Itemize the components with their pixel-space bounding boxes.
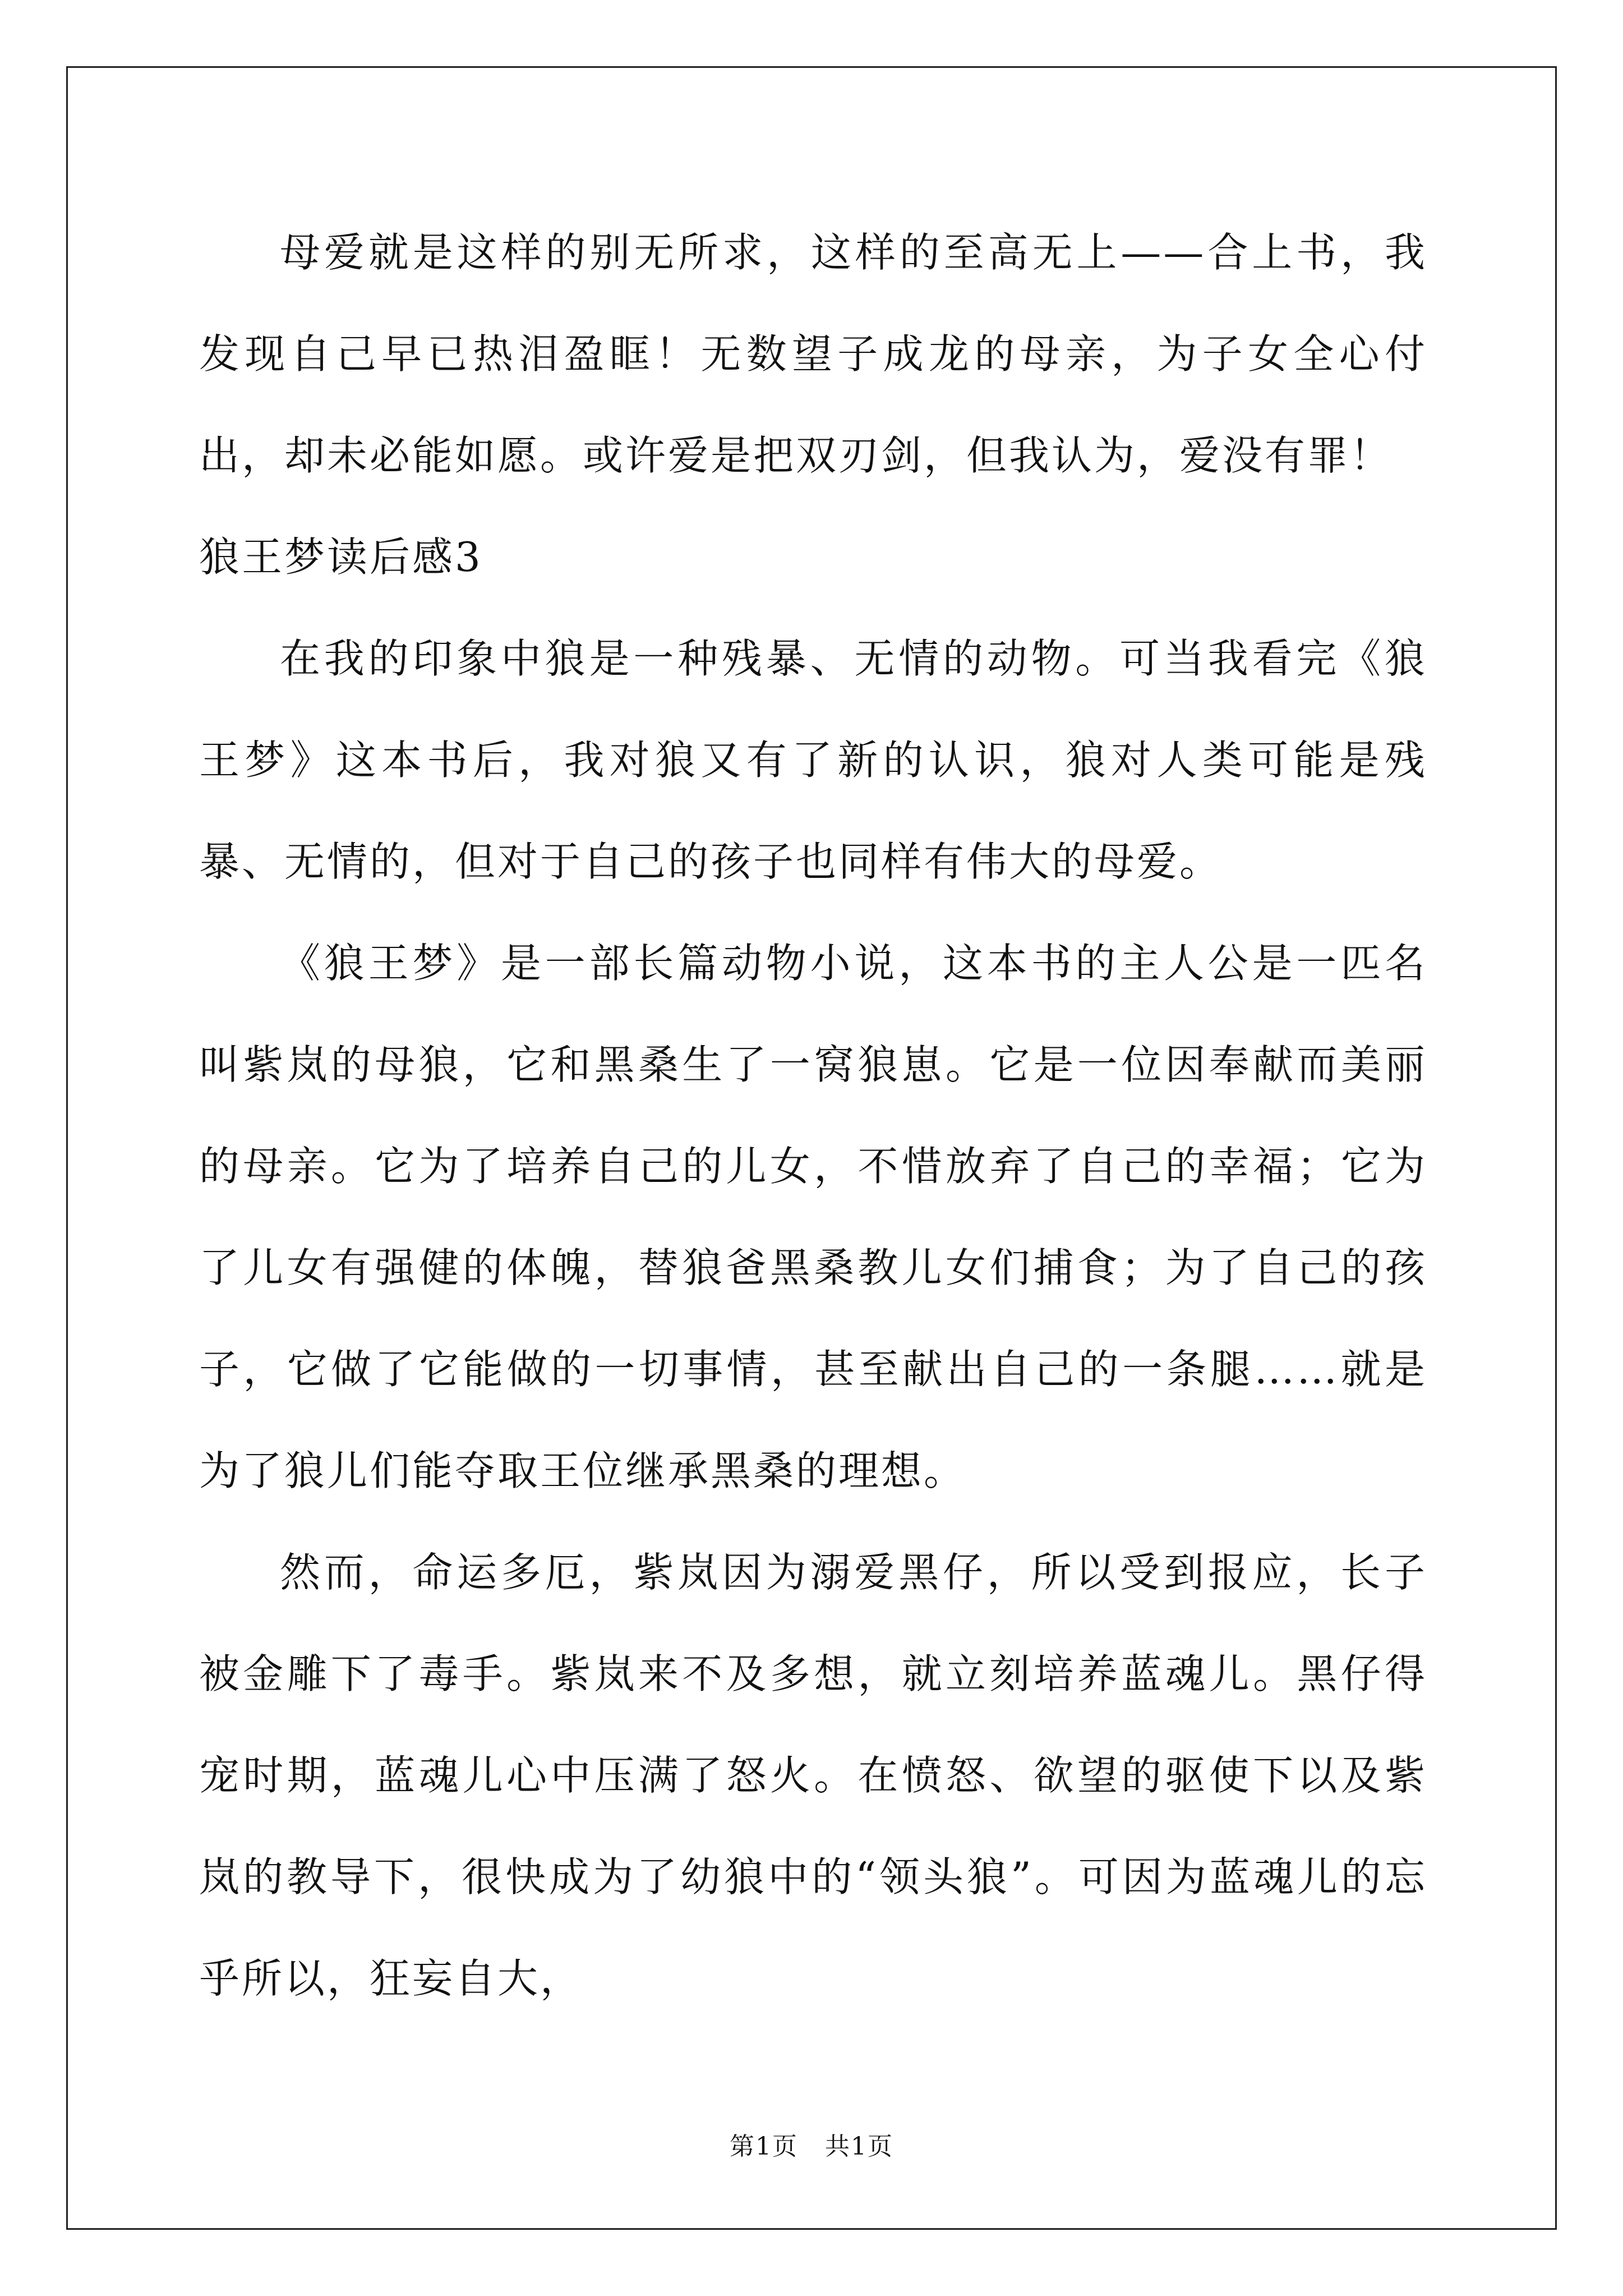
paragraph-mother-love: 母爱就是这样的别无所求，这样的至高无上——合上书，我发现自己早已热泪盈眶！无数望子成龙的母亲，为子女全心付出，却未必能如愿。或许爱是把双刃剑，但我认为，爱没有罪！ (199, 229, 1427, 479)
page-number: 第1页 (730, 2132, 799, 2161)
paragraph-fate: 然而，命运多厄，紫岚因为溺爱黑仔，所以受到报应，长子被金雕下了毒手。紫岚来不及多想，就立刻培养蓝魂儿。黑仔得宠时期，蓝魂儿心中压满了怒火。在愤怒、欲望的驱使下以及紫岚的教导下，很快成为了幼狼中的“领头狼”。可因为蓝魂儿的忘乎所以，狂妄自大， (199, 1549, 1427, 2002)
document-body (199, 202, 1427, 2030)
section-heading: 狼王梦读后感3 (199, 533, 483, 581)
page-footer (0, 2126, 1623, 2162)
paragraph-summary: 《狼王梦》是一部长篇动物小说，这本书的主人公是一匹名叫紫岚的母狼，它和黑桑生了一窝狼崽。它是一位因奉献而美丽的母亲。它为了培养自己的儿女，不惜放弃了自己的幸福；它为了儿女有强健的体魄，替狼爸黑桑教儿女们捕食；为了自己的孩子，它做了它能做的一切事情，甚至献出自己的一条腿……就是为了狼儿们能夺取王位继承黑桑的理想。 (199, 940, 1427, 1494)
page-total: 共1页 (824, 2132, 893, 2161)
paragraph-impression: 在我的印象中狼是一种残暴、无情的动物。可当我看完《狼王梦》这本书后，我对狼又有了新的认识，狼对人类可能是残暴、无情的，但对于自己的孩子也同样有伟大的母爱。 (199, 635, 1427, 885)
